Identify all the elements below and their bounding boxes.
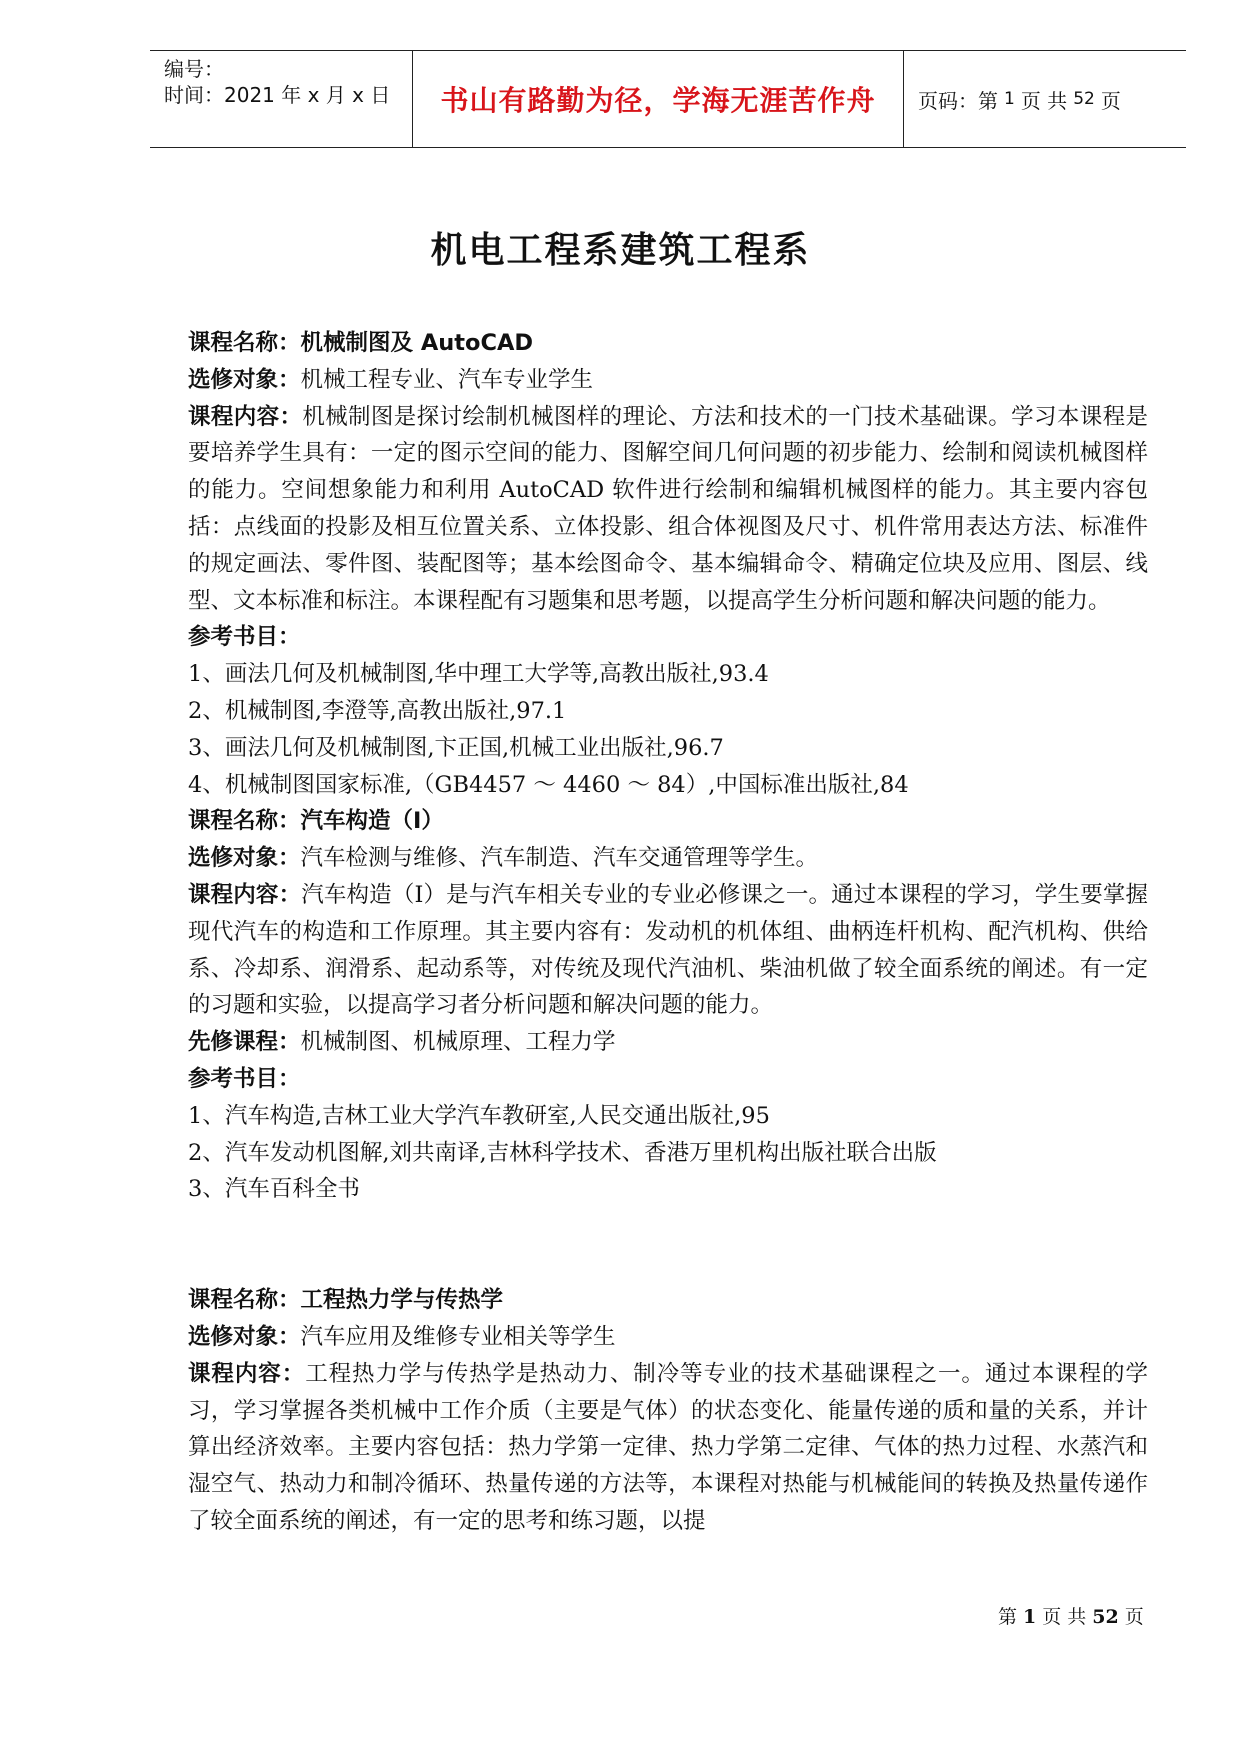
reference-item: 2、机械制图,李澄等,高教出版社,97.1 (188, 697, 567, 724)
course-section (188, 1282, 1148, 1540)
header-page-total: 52 (1073, 89, 1095, 109)
course-target-label: 选修对象： (188, 366, 301, 393)
course-target: 汽车应用及维修专业相关等学生 (300, 1323, 616, 1350)
course-content-label: 课程内容： (188, 881, 302, 908)
course-content: 汽车构造（Ⅰ）是与汽车相关专业的专业必修课之一。通过本课程的学习，学生要掌握现代汽车的构造和工作原理。其主要内容有：发动机的机体组、曲柄连杆机构、配汽机构、供给系、冷却系、润滑系、起动系等，对传统及现代汽油机、柴油机做了较全面系统的阐述。有一定的习题和实验，以提高学习者分析问题和解决问题的能力。 (188, 881, 1148, 1019)
course-prereq-label: 先修课程： (188, 1029, 301, 1056)
footer-mid: 页 共 (1042, 1606, 1087, 1628)
header-page-suffix: 页 (1100, 88, 1121, 113)
course-name-label: 课程名称： (188, 808, 301, 835)
section-gap (188, 1208, 1148, 1282)
page-header (150, 50, 1186, 148)
reference-item: 1、汽车构造,吉林工业大学汽车教研室,人民交通出版社,95 (188, 1102, 770, 1129)
references-label: 参考书目： (188, 1065, 301, 1092)
document-time: 时间：2021 年 x 月 x 日 (164, 83, 391, 107)
header-page-current: 1 (1004, 89, 1015, 109)
document-number-label: 编号： (164, 57, 224, 81)
page-footer (998, 1602, 1144, 1629)
footer-page-total: 52 (1092, 1606, 1119, 1628)
course-target-label: 选修对象： (188, 845, 301, 872)
references-label: 参考书目： (188, 624, 301, 651)
header-page-prefix: 页码：第 (918, 88, 998, 113)
course-name-label: 课程名称： (188, 330, 301, 356)
course-name: 机械制图及 AutoCAD (300, 330, 534, 356)
course-name: 汽车构造（Ⅰ） (300, 808, 444, 835)
reference-item: 4、机械制图国家标准,（GB4457 ～ 4460 ～ 84）,中国标准出版社,84 (188, 771, 909, 798)
footer-suffix: 页 (1124, 1606, 1144, 1628)
header-page-mid: 页 共 (1020, 88, 1068, 113)
course-content-label: 课程内容： (188, 1360, 306, 1387)
reference-item: 3、汽车百科全书 (188, 1176, 360, 1203)
course-target: 机械工程专业、汽车专业学生 (300, 366, 594, 393)
course-content: 工程热力学与传热学是热动力、制冷等专业的技术基础课程之一。通过本课程的学习，学习掌握各类机械中工作介质（主要是气体）的状态变化、能量传递的质和量的关系，并计算出经济效率。主要内容包括：热力学第一定律、热力学第二定律、气体的热力过程、水蒸汽和湿空气、热动力和制冷循环、热量传递的方法等，本课程对热能与机械能间的转换及热量传递作了较全面系统的阐述，有一定的思考和练习题，以提 (188, 1360, 1148, 1534)
header-info-cell (150, 51, 412, 147)
course-content-label: 课程内容： (188, 403, 303, 430)
course-content: 机械制图是探讨绘制机械图样的理论、方法和技术的一门技术基础课。学习本课程是要培养学生具有：一定的图示空间的能力、图解空间几何问题的初步能力、绘制和阅读机械图样的能力。空间想象能力和利用 AutoCAD 软件进行绘制和编辑机械图样的能力。其主要内容包括：点线面的投影及相互位置关系、立体投影、组合体视图及尺寸、机件常用表达方法、标准件的规定画法、零件图、装配图等；基本绘图命令、基本编辑命令、精确定位块及应用、图层、线型、文本标准和标注。本课程配有习题集和思考题，以提高学生分析问题和解决问题的能力。 (188, 403, 1148, 614)
footer-prefix: 第 (998, 1606, 1018, 1628)
header-motto: 书山有路勤为径，学海无涯苦作舟 (412, 51, 904, 147)
course-name: 工程热力学与传热学 (300, 1287, 504, 1314)
document-body (188, 325, 1148, 1540)
reference-item: 1、画法几何及机械制图,华中理工大学等,高教出版社,93.4 (188, 661, 769, 688)
course-target-label: 选修对象： (188, 1323, 301, 1350)
course-prereq: 机械制图、机械原理、工程力学 (300, 1029, 616, 1056)
page-title: 机电工程系建筑工程系 (430, 230, 811, 271)
reference-item: 3、画法几何及机械制图,卞正国,机械工业出版社,96.7 (188, 734, 724, 761)
footer-page-current: 1 (1023, 1606, 1037, 1628)
reference-item: 2、汽车发动机图解,刘共南译,吉林科学技术、香港万里机构出版社联合出版 (188, 1139, 937, 1166)
course-section (188, 325, 1148, 803)
course-section (188, 803, 1148, 1208)
course-target: 汽车检测与维修、汽车制造、汽车交通管理等学生。 (300, 845, 819, 872)
header-page-indicator (904, 51, 1186, 147)
course-name-label: 课程名称： (188, 1287, 301, 1314)
